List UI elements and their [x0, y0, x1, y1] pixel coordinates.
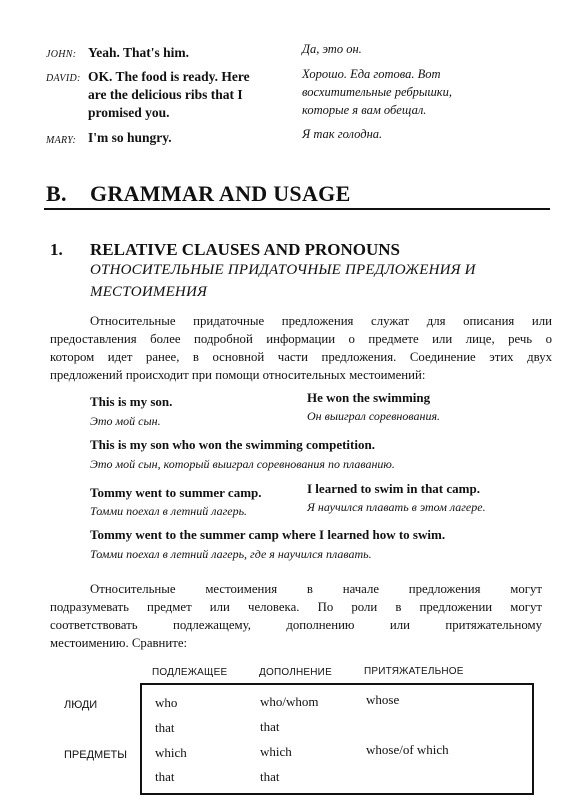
dialogue-russian-line: восхитительные ребрышки,: [302, 85, 453, 99]
pronoun-table: [140, 683, 534, 795]
table-cell: that: [260, 719, 280, 734]
row-label-people: ЛЮДИ: [64, 699, 98, 711]
table-cell: that: [155, 720, 175, 735]
table-cell: that: [155, 769, 175, 784]
speaker-mary: MARY:: [46, 135, 77, 146]
table-cell: whose: [366, 692, 400, 707]
table-cell: which: [155, 745, 187, 760]
dialogue-english-line: promised you.: [88, 105, 170, 120]
speaker-john: JOHN:: [46, 49, 77, 60]
paragraph-line: Относительные местоимения в начале предложения могут: [90, 582, 542, 596]
column-header-object: ДОПОЛНЕНИЕ: [259, 667, 332, 678]
paragraph-1: [50, 312, 552, 384]
example-russian: Томми поехал в летний лагерь.: [90, 504, 248, 518]
subsection-russian-line: МЕСТОИМЕНИЯ: [90, 284, 208, 300]
paragraph-line: соответствовать подлежащему, дополнению или притяжательному: [50, 618, 542, 632]
example-english: Tommy went to the summer camp where I learned how to swim.: [90, 527, 446, 542]
example-russian: Он выиграл соревнования.: [307, 409, 441, 423]
row-label-things: ПРЕДМЕТЫ: [64, 749, 127, 761]
section-title: GRAMMAR AND USAGE: [90, 181, 351, 206]
subsection-number: 1.: [50, 240, 63, 259]
paragraph-line: Относительные придаточные предложения служат для описания или: [90, 314, 552, 328]
table-cell: that: [260, 769, 280, 784]
dialogue-russian-line: Да, это он.: [302, 42, 362, 56]
example-english: Tommy went to summer camp.: [90, 485, 262, 500]
column-header-subject: ПОДЛЕЖАЩЕЕ: [152, 667, 228, 678]
example-english: He won the swimming: [307, 390, 431, 405]
table-cell: whose/of which: [366, 742, 449, 757]
paragraph-2: [50, 580, 542, 652]
example-english: This is my son who won the swimming competition.: [90, 437, 375, 452]
example-russian: Это мой сын, который выиграл соревнования по плаванию.: [90, 457, 395, 471]
example-english: This is my son.: [90, 394, 173, 409]
dialogue-english-line: are the delicious ribs that I: [88, 87, 243, 102]
dialogue-russian-line: которые я вам обещал.: [302, 103, 427, 117]
dialogue-russian-line: Хорошо. Еда готова. Вот: [302, 67, 441, 81]
table-cell: who: [155, 695, 178, 710]
paragraph-line: местоимению. Сравните:: [50, 636, 188, 650]
example-english: I learned to swim in that camp.: [307, 481, 480, 496]
dialogue-english-line: OK. The food is ready. Here: [88, 69, 250, 84]
example-russian: Это мой сын.: [90, 414, 161, 428]
column-header-possessive: ПРИТЯЖАТЕЛЬНОЕ: [364, 666, 464, 677]
example-russian: Томми поехал в летний лагерь, где я научился плавать.: [90, 547, 372, 561]
paragraph-line: предоставления более подробной информации о предмете или лице, речь о: [50, 332, 552, 346]
speaker-david: DAVID:: [46, 73, 81, 84]
section-rule: [44, 208, 550, 210]
subsection-russian-line: ОТНОСИТЕЛЬНЫЕ ПРИДАТОЧНЫЕ ПРЕДЛОЖЕНИЯ И: [90, 262, 476, 278]
dialogue-russian-line: Я так голодна.: [302, 127, 383, 141]
example-russian: Я научился плавать в этом лагере.: [307, 500, 486, 514]
dialogue-english-line: Yeah. That's him.: [88, 45, 190, 60]
paragraph-line: подразумевать предмет или человека. По роли в предложении могут: [50, 600, 542, 614]
subsection-title: RELATIVE CLAUSES AND PRONOUNS: [90, 240, 400, 259]
table-cell: which: [260, 744, 292, 759]
section-letter: B.: [46, 181, 67, 206]
table-cell: who/whom: [260, 694, 319, 709]
paragraph-line: предложений происходит при помощи относительных местоимений:: [50, 368, 426, 382]
paragraph-line: котором идет ранее, в основной части предложения. Соединение этих двух: [50, 350, 552, 364]
dialogue-english-line: I'm so hungry.: [88, 130, 172, 145]
